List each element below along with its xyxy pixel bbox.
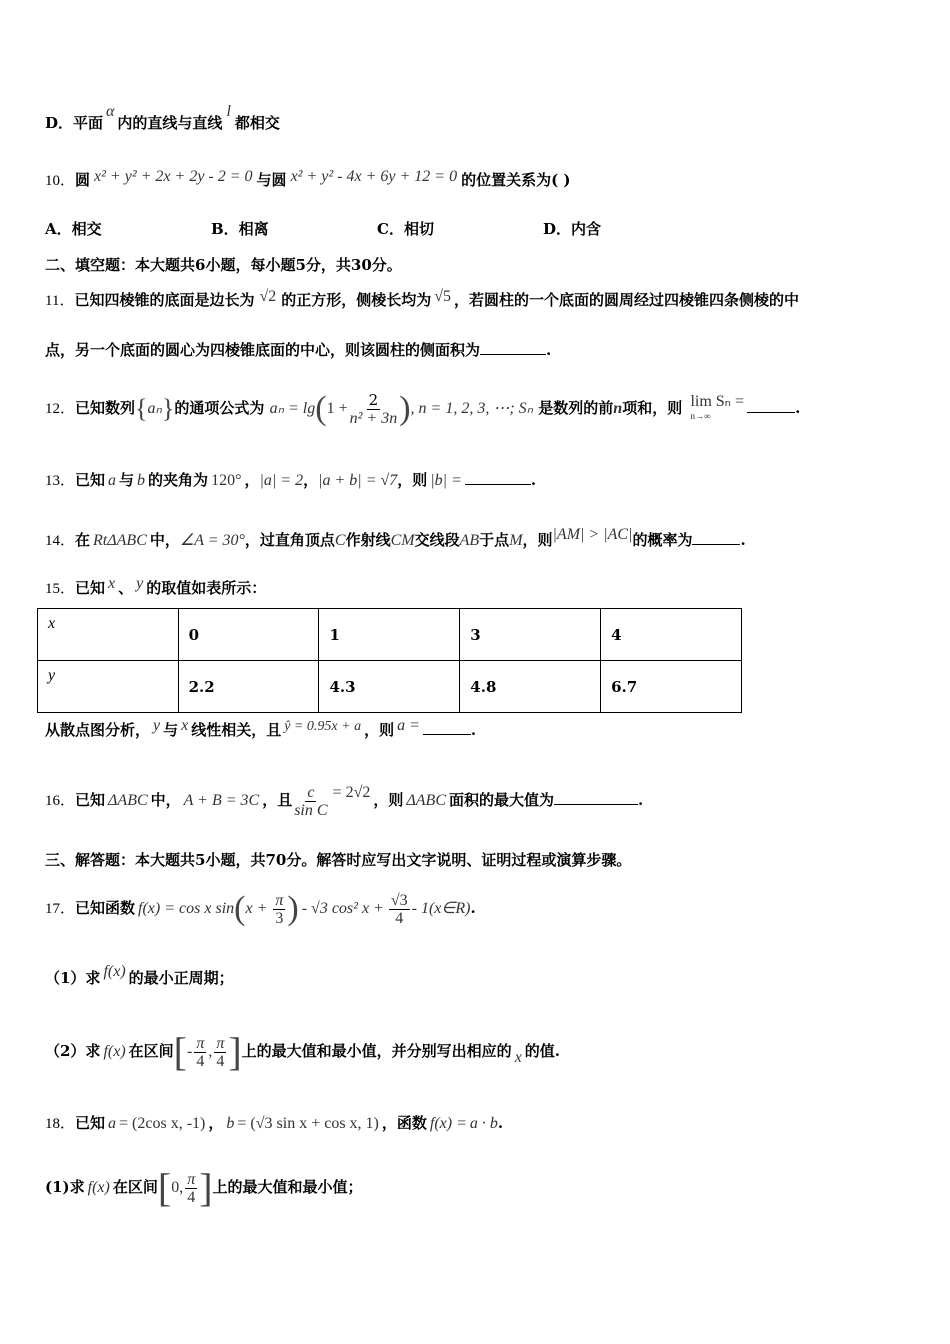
line-l-symbol: l xyxy=(226,103,231,120)
table-cell: 6.7 xyxy=(601,661,742,713)
answer-blank-15[interactable] xyxy=(423,720,471,735)
q10-option-c: C．相切 xyxy=(377,220,434,238)
q10-option-d: D．内含 xyxy=(543,220,602,238)
table-cell: 3 xyxy=(460,609,601,661)
question-13: 13．已知 a 与 b 的夹角为 120° ，|a| = 2，|a + b| = √7，则 |b| = . xyxy=(45,471,537,489)
table-header-x: x xyxy=(38,609,179,661)
question-18-part1: (1)求 f(x) 在区间[0, $\frac{\pi}{4}$ ]上的最大值和最小值； xyxy=(45,1165,363,1210)
question-15-tail: 从散点图分析， y 与 x 线性相关，且 ŷ = 0.95x + a ，则 a = . xyxy=(45,717,477,739)
alpha-symbol: α xyxy=(106,103,115,120)
table-cell: 4.8 xyxy=(460,661,601,713)
question-17: 17．已知函数 f(x) = cos x sin(x + $\frac{\pi}{3}$ ) - √3 cos² x + $\frac{√3}{4}$ - 1(x∈R). xyxy=(45,890,476,927)
table-cell: 2.2 xyxy=(178,661,319,713)
answer-blank-11[interactable] xyxy=(480,340,546,355)
table-header-y: y xyxy=(38,661,179,713)
question-18: 18．已知 a = (2cos x, -1) ， b = (√3 sin x + cos x, 1) ，函数 f(x) = a · b. xyxy=(45,1114,504,1132)
question-14: 14．在 RtΔABC 中，∠A = 30°，过直角顶点C作射线CM交线段AB于点M，则|AM| > |AC|的概率为 . xyxy=(45,526,746,549)
q10-option-a: A．相交 xyxy=(45,220,102,238)
table-row xyxy=(38,661,742,713)
question-11-line2: 点，另一个底面的圆心为四棱锥底面的中心，则该圆柱的侧面积为 . xyxy=(45,341,552,359)
answer-blank-13[interactable] xyxy=(465,470,531,485)
question-17-part1: （1）求 f(x) 的最小正周期； xyxy=(45,963,234,987)
q10-option-b: B．相离 xyxy=(211,220,269,238)
answer-blank-12[interactable] xyxy=(747,398,795,413)
q9-option-d: D．平面α内的直线与直线l都相交 xyxy=(45,103,280,132)
answer-blank-16[interactable] xyxy=(554,790,638,805)
table-cell: 4.3 xyxy=(319,661,460,713)
question-12: 12．已知数列{aₙ}的通项公式为 aₙ = lg(1 + $\frac{2}{\text{n² + 3n}}$ ), n = 1, 2, 3, ⋯; Sₙ 是数列的前n项和，则 lim Sₙ = n→∞ . xyxy=(45,390,801,427)
table-row xyxy=(38,609,742,661)
question-16: 16．已知 ΔABC 中， A + B = 3C ，且 $\frac{c}{\text{sin C}}$ = 2√2 ，则 ΔABC 面积的最大值为 . xyxy=(45,783,644,819)
answer-blank-14[interactable] xyxy=(692,530,740,545)
question-11: 11．已知四棱锥的底面是边长为 √2 的正方形，侧棱长均为 √5 ，若圆柱的一个底面的圆周经过四棱锥四条侧棱的中 xyxy=(45,288,800,309)
question-17-part2: （2）求 f(x) 在区间[- $\frac{\pi}{4}$ , $\frac{\pi}{4}$ ]上的最大值和最小值，并分别写出相应的 x 的值. xyxy=(45,1029,561,1074)
section-2-heading: 二、填空题：本大题共6小题，每小题5分，共30分。 xyxy=(45,256,402,274)
question-15: 15．已知 x 、 y 的取值如表所示： xyxy=(45,575,267,597)
circle-equation-2: x² + y² - 4x + 6y + 12 = 0 xyxy=(290,168,458,185)
section-3-heading: 三、解答题：本大题共5小题，共70分。解答时应写出文字说明、证明过程或演算步骤。 xyxy=(45,851,632,869)
table-cell: 1 xyxy=(319,609,460,661)
table-cell: 0 xyxy=(178,609,319,661)
question-10: 10．圆 x² + y² + 2x + 2y - 2 = 0 与圆 x² + y² - 4x + 6y + 12 = 0 的位置关系为( ) xyxy=(45,168,571,189)
circle-equation-1: x² + y² + 2x + 2y - 2 = 0 xyxy=(94,168,253,185)
xy-value-table xyxy=(37,608,742,713)
table-cell: 4 xyxy=(601,609,742,661)
